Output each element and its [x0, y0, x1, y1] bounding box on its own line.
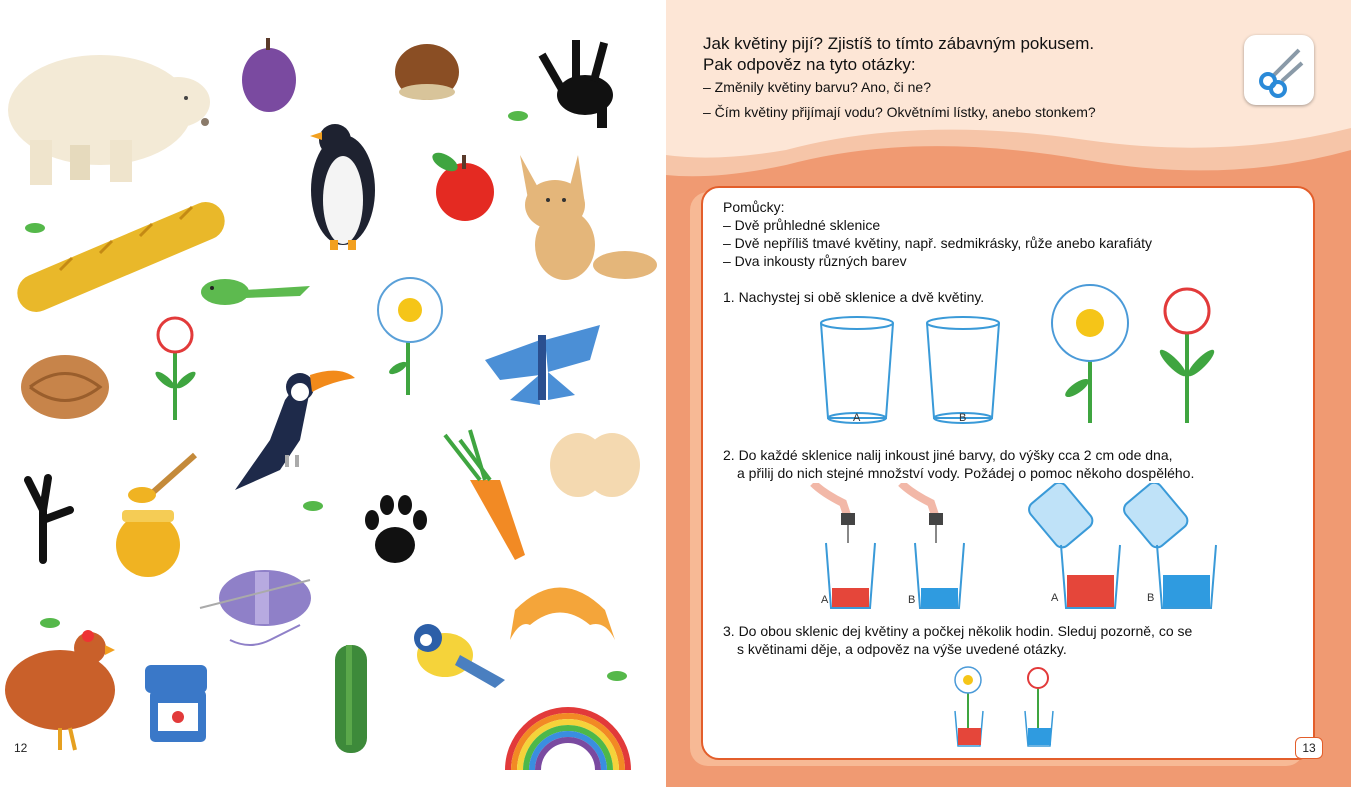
blue-tit-sticker	[414, 624, 505, 688]
question-item: – Čím květiny přijímají vodu? Okvětními lístky, anebo stonkem?	[703, 104, 1096, 120]
carnation-illustration	[1157, 289, 1218, 423]
dropper-glass-a	[813, 483, 875, 608]
bottle-glass-b	[1121, 483, 1216, 608]
step-1-text: 1. Nachystej si obě sklenice a dvě květiny.	[723, 289, 985, 305]
baguette-sticker	[11, 196, 230, 318]
chestnut-sticker	[395, 44, 459, 100]
bird-footprint-sticker	[28, 478, 70, 560]
step-3-illustration	[933, 666, 1083, 751]
step-3-text-cont: s květinami děje, a odpověz na výše uvedené otázky.	[737, 641, 1067, 657]
daisy-illustration	[1052, 285, 1128, 423]
step-1-illustration	[703, 283, 1313, 428]
intro-line: Pak odpověz na tyto otázky:	[703, 55, 916, 74]
hen-sticker	[5, 630, 115, 750]
daisy-sticker	[378, 278, 442, 395]
instructions-card	[701, 186, 1315, 760]
scissors-badge	[1244, 35, 1314, 105]
apple-sticker	[429, 149, 494, 221]
question-block	[703, 33, 1223, 125]
left-page	[0, 0, 666, 787]
tools-title: Pomůcky:	[723, 199, 785, 215]
plum-sticker	[242, 38, 296, 112]
walnut-sticker	[21, 355, 109, 419]
yarn-ball-sticker	[200, 570, 311, 645]
tools-item: – Dvě průhledné sklenice	[723, 217, 881, 233]
eggs-sticker	[550, 433, 640, 497]
glass-label-a: A	[853, 412, 861, 424]
glass-label-b: B	[959, 412, 967, 424]
butterfly-sticker	[485, 325, 600, 405]
carnation-sticker	[153, 318, 198, 420]
step-2-text: 2. Do každé sklenice nalij inkoust jiné barvy, do výšky cca 2 cm ode dna,	[723, 447, 1173, 463]
penguin-sticker	[310, 124, 375, 250]
right-page	[666, 0, 1351, 787]
tools-item: – Dvě nepříliš tmavé květiny, např. sedmikrásky, růže anebo karafiáty	[723, 235, 1152, 251]
page-number-left: 12	[14, 741, 28, 755]
dropper-glass-b	[901, 483, 964, 608]
glass-label-b: B	[1147, 592, 1155, 604]
scissors-icon	[1244, 35, 1314, 105]
glass-label-a: A	[821, 594, 829, 606]
croissant-sticker	[510, 588, 615, 641]
zucchini-sticker	[335, 645, 367, 753]
sticker-sheet	[0, 0, 666, 787]
step-2-illustration	[703, 483, 1313, 613]
toucan-sticker	[235, 371, 355, 490]
page-number-right: 13	[1295, 737, 1323, 759]
intro-line: Jak květiny pijí? Zjistíš to tímto zábavným pokusem.	[703, 34, 1095, 53]
honey-jar-sticker	[116, 455, 195, 577]
empty-glass-a	[821, 317, 893, 423]
jam-jar-sticker	[145, 665, 207, 742]
step-3-text: 3. Do obou sklenic dej květiny a počkej několik hodin. Sleduj pozorně, co se	[723, 623, 1193, 639]
daisy-in-red-glass	[955, 667, 983, 746]
glass-label-a: A	[1051, 592, 1059, 604]
polar-bear-sticker	[8, 55, 210, 185]
tools-item: – Dva inkousty různých barev	[723, 253, 907, 269]
claw-print-sticker	[539, 40, 613, 128]
tadpole-sticker	[201, 279, 310, 305]
empty-glass-b	[927, 317, 999, 423]
carnation-in-blue-glass	[1025, 668, 1053, 746]
step-2-text-cont: a přilij do nich stejné množství vody. Požádej o pomoc někoho dospělého.	[737, 465, 1195, 481]
fennec-fox-sticker	[520, 155, 657, 280]
carrot-sticker	[445, 430, 525, 560]
glass-label-b: B	[908, 594, 916, 606]
dog-paw-print-sticker	[365, 495, 427, 563]
bottle-glass-a	[1026, 483, 1120, 608]
rainbow-sticker	[508, 710, 628, 770]
question-item: – Změnily květiny barvu? Ano, či ne?	[703, 79, 932, 95]
